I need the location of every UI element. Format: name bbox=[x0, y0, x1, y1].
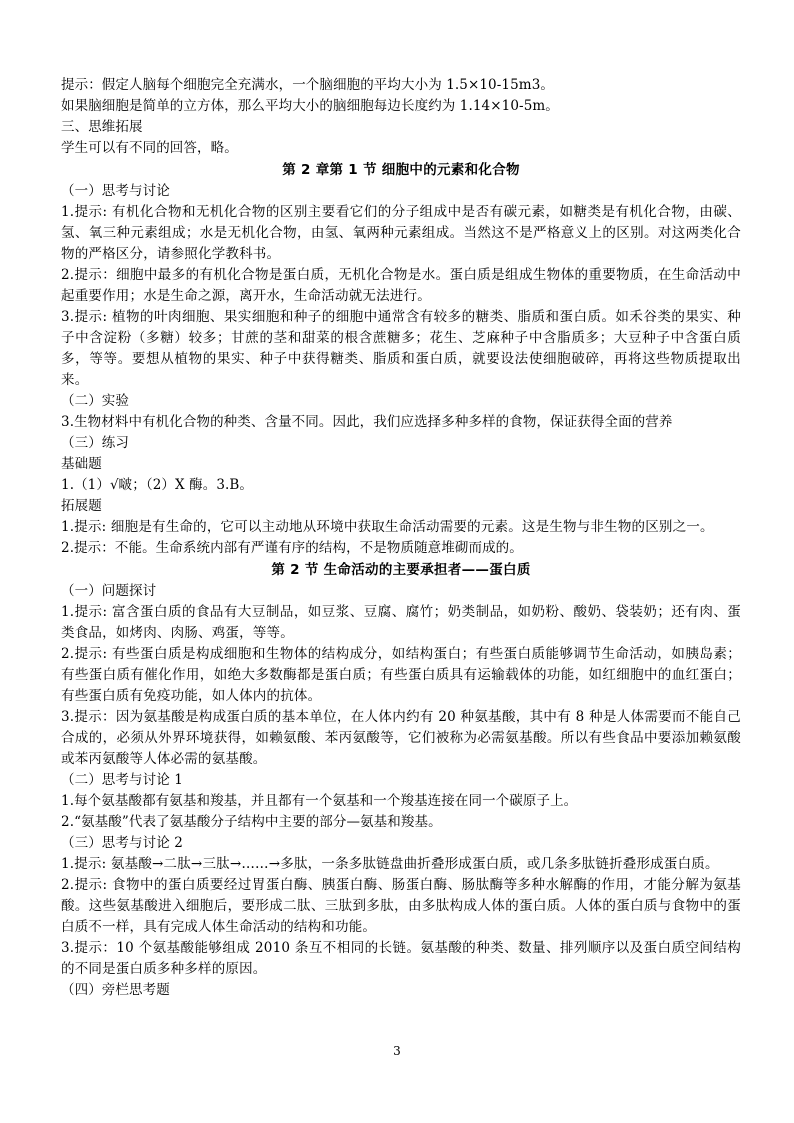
s1-basic-answer: 1.（1）√啵；（2）X 酶。3.B。 bbox=[61, 477, 254, 493]
s2-discuss-2-item-3: 3.提示：10 个氨基酸能够组成 2010 条互不相同的长链。氨基酸的种类、数量、排列顺序以及蛋白质空间结构的不同是蛋白质多种多样的原因。 bbox=[61, 940, 741, 977]
s1-think-discuss-heading: （一）思考与讨论 bbox=[61, 183, 170, 199]
s2-sidebar-questions-heading: （四）旁栏思考题 bbox=[61, 982, 170, 998]
s2-item-1: 1.提示: 富含蛋白质的食品有大豆制品，如豆浆、豆腐、腐竹；奶类制品，如奶粉、酸奶、袋装奶；还有肉、蛋类食品，如烤肉、肉肠、鸡蛋，等等。 bbox=[61, 604, 741, 641]
intro-hint-2: 如果脑细胞是简单的立方体，那么平均大小的脑细胞每边长度约为 1.14×10-5m。 bbox=[61, 98, 559, 114]
s2-discuss-2-heading: （三）思考与讨论 2 bbox=[61, 835, 183, 851]
s2-discuss-1-item-1: 1.每个氨基酸都有氨基和羧基，并且都有一个氨基和一个羧基连接在同一个碳原子上。 bbox=[61, 793, 578, 809]
s1-exercise-heading: （三）练习 bbox=[61, 435, 129, 451]
s2-problem-heading: （一）问题探讨 bbox=[61, 583, 157, 599]
s1-extend-label: 拓展题 bbox=[61, 498, 102, 514]
s1-basic-label: 基础题 bbox=[61, 456, 102, 472]
s2-discuss-2-item-2: 2.提示: 食物中的蛋白质要经过胃蛋白酶、胰蛋白酶、肠蛋白酶、肠肽酶等多种水解酶的作用，才能分解为氨基酸。这些氨基酸进入细胞后，要形成二肽、三肽到多肽，由多肽构成人体的蛋白质。人体的蛋白质与食物中的蛋白质不一样，具有完成人体生命活动的结构和功能。 bbox=[61, 877, 741, 935]
s1-item-1: 1.提示: 有机化合物和无机化合物的区别主要看它们的分子组成中是否有碳元素，如糖类是有机化合物，由碳、氢、氧三种元素组成；水是无机化合物，由氢、氧两种元素组成。当然这不是严格意义上的区别。对这两类化合物的严格区分，请参照化学教科书。 bbox=[61, 204, 741, 262]
s2-discuss-2-item-1: 1.提示: 氨基酸→二肽→三肽→……→多肽，一条多肽链盘曲折叠形成蛋白质，或几条多肽链折叠形成蛋白质。 bbox=[61, 856, 719, 872]
page-number: 3 bbox=[393, 1044, 401, 1058]
s2-discuss-1-item-2: 2.“氨基酸”代表了氨基酸分子结构中主要的部分—氨基和羧基。 bbox=[61, 814, 442, 830]
section-three-heading: 三、思维拓展 bbox=[61, 119, 143, 135]
s2-item-3: 3.提示：因为氨基酸是构成蛋白质的基本单位，在人体内约有 20 种氨基酸，其中有 8 种是人体需要而不能自己合成的，必须从外界环境获得，如赖氨酸、苯丙氨酸等，它们被称为必需氨基酸。所以有些食品中要添加赖氨酸或苯丙氨酸等人体必需的氨基酸。 bbox=[61, 709, 741, 767]
s2-discuss-1-heading: （二）思考与讨论 1 bbox=[61, 772, 183, 788]
section-2-title: 第 2 节 生命活动的主要承担者——蛋白质 bbox=[271, 562, 531, 578]
s1-item-3: 3.提示: 植物的叶肉细胞、果实细胞和种子的细胞中通常含有较多的糖类、脂质和蛋白质。如禾谷类的果实、种子中含淀粉（多糖）较多；甘蔗的茎和甜菜的根含蔗糖多；花生、芝麻种子中含脂质多；大豆种子中含蛋白质多，等等。要想从植物的果实、种子中获得糖类、脂质和蛋白质，就要设法使细胞破碎，再将这些物质提取出来。 bbox=[61, 309, 741, 388]
chapter-2-section-1-title: 第 2 章第 1 节 细胞中的元素和化合物 bbox=[282, 162, 520, 178]
document-page bbox=[61, 75, 741, 1001]
s1-extend-1: 1.提示: 细胞是有生命的，它可以主动地从环境中获取生命活动需要的元素。这是生物与非生物的区别之一。 bbox=[61, 519, 714, 535]
s1-experiment-text: 3.生物材料中有机化合物的种类、含量不同。因此，我们应选择多种多样的食物，保证获得全面的营养 bbox=[61, 414, 673, 430]
intro-hint-1: 提示：假定人脑每个细胞完全充满水，一个脑细胞的平均大小为 1.5×10-15m3。 bbox=[61, 77, 554, 93]
s1-item-2: 2.提示：细胞中最多的有机化合物是蛋白质，无机化合物是水。蛋白质是组成生物体的重要物质，在生命活动中起重要作用；水是生命之源，离开水，生命活动就无法进行。 bbox=[61, 267, 741, 304]
s2-item-2: 2.提示: 有些蛋白质是构成细胞和生物体的结构成分，如结构蛋白；有些蛋白质能够调节生命活动，如胰岛素；有些蛋白质有催化作用，如绝大多数酶都是蛋白质；有些蛋白质具有运输载体的功能，如红细胞中的血红蛋白；有些蛋白质有免疫功能，如人体内的抗体。 bbox=[61, 646, 741, 704]
s1-experiment-heading: （二）实验 bbox=[61, 393, 129, 409]
s1-extend-2: 2.提示：不能。生命系统内部有严谨有序的结构，不是物质随意堆砌而成的。 bbox=[61, 540, 523, 556]
intro-answer: 学生可以有不同的回答，略。 bbox=[61, 140, 238, 156]
